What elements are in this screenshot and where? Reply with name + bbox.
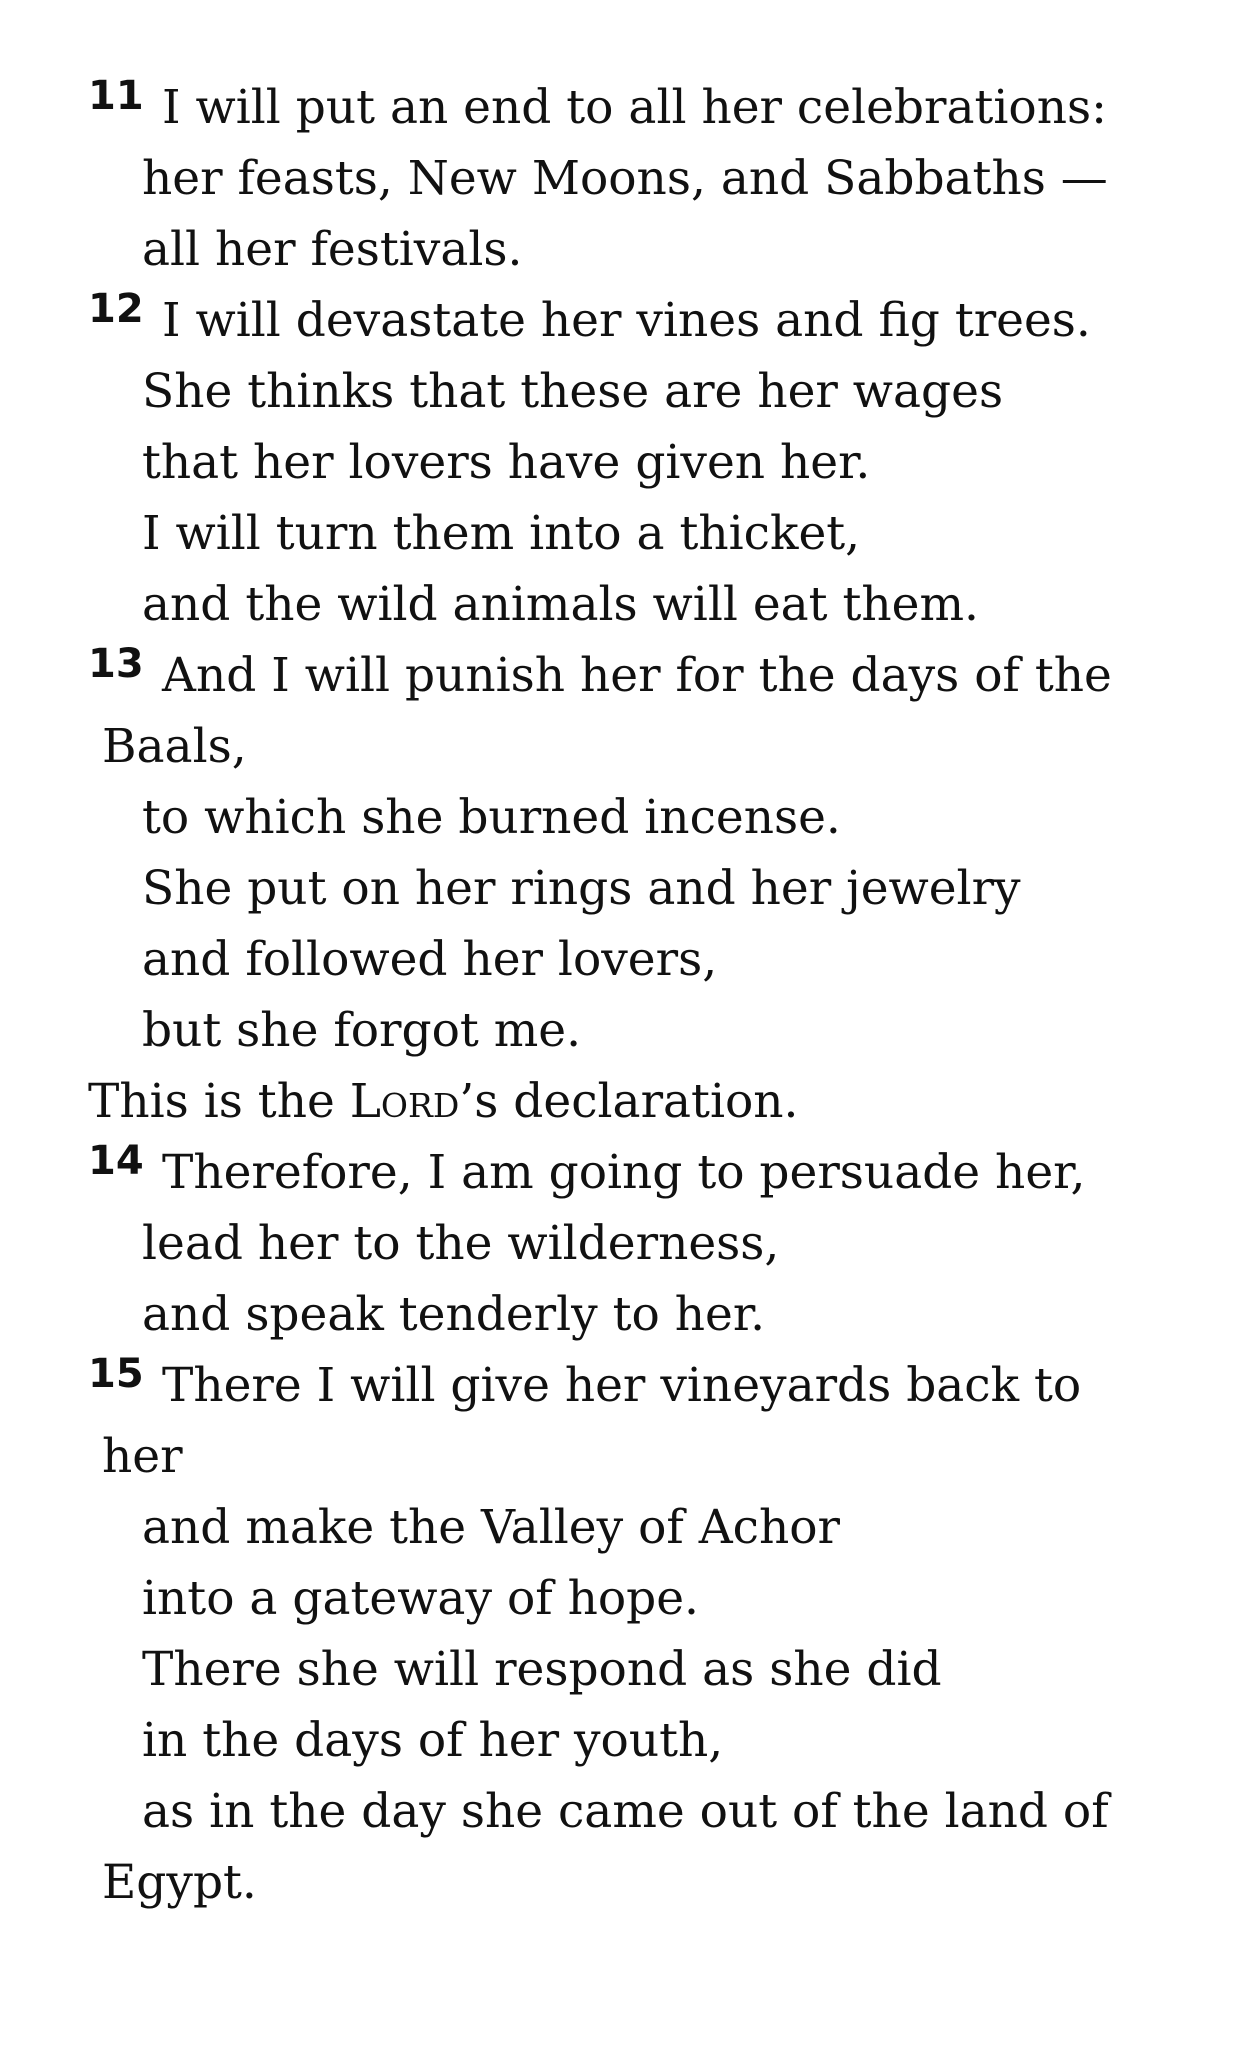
declaration-text: ’s declaration. xyxy=(459,1074,799,1129)
poetry-line: She put on her rings and her jewelry xyxy=(142,861,1021,916)
verse-first-line xyxy=(88,1350,1178,1421)
verse-text: I will devastate her vines and fig trees. xyxy=(162,293,1091,348)
poetry-line: I will turn them into a thicket, xyxy=(142,506,861,561)
verse-11 xyxy=(88,72,1178,285)
poetry-line: all her festivals. xyxy=(142,222,523,277)
lord-declaration xyxy=(88,1066,1178,1137)
poetry-line: to which she burned incense. xyxy=(142,790,841,845)
verse-text: There I will give her vineyards back to xyxy=(162,1358,1082,1413)
verse-first-line xyxy=(88,1137,1178,1208)
wrapped-line: Baals, xyxy=(102,719,247,774)
wrapped-line: Egypt. xyxy=(102,1855,257,1910)
poetry-line: in the days of her youth, xyxy=(142,1713,724,1768)
verse-13 xyxy=(88,640,1178,1137)
verse-number: 12 xyxy=(88,286,144,332)
poetry-line: that her lovers have given her. xyxy=(142,435,871,490)
declaration-text: This is the xyxy=(88,1074,350,1129)
poetry-line: She thinks that these are her wages xyxy=(142,364,1004,419)
divine-name: Lord xyxy=(349,1074,460,1129)
verse-text: Therefore, I am going to persuade her, xyxy=(162,1145,1086,1200)
verse-number: 14 xyxy=(88,1138,144,1184)
verse-text: And I will punish her for the days of the xyxy=(162,648,1112,703)
poetry-line: There she will respond as she did xyxy=(142,1642,942,1697)
verse-number: 13 xyxy=(88,641,144,687)
poetry-line: as in the day she came out of the land of xyxy=(142,1784,1109,1839)
verse-12 xyxy=(88,285,1178,640)
verse-first-line xyxy=(88,285,1178,356)
poetry-line: and the wild animals will eat them. xyxy=(142,577,979,632)
poetry-line: and make the Valley of Achor xyxy=(142,1500,841,1555)
verse-first-line xyxy=(88,640,1178,711)
verse-first-line xyxy=(88,72,1178,143)
verse-number: 15 xyxy=(88,1351,144,1397)
poetry-line: into a gateway of hope. xyxy=(142,1571,699,1626)
poetry-line: her feasts, New Moons, and Sabbaths — xyxy=(142,151,1108,206)
poetry-line: lead her to the wilderness, xyxy=(142,1216,780,1271)
wrapped-line: her xyxy=(102,1429,183,1484)
poetry-line: but she forgot me. xyxy=(142,1003,582,1058)
scripture-passage xyxy=(88,72,1178,1918)
poetry-line: and followed her lovers, xyxy=(142,932,718,987)
verse-14 xyxy=(88,1137,1178,1350)
verse-15 xyxy=(88,1350,1178,1918)
poetry-line: and speak tenderly to her. xyxy=(142,1287,766,1342)
verse-text: I will put an end to all her celebrations: xyxy=(162,80,1107,135)
verse-number: 11 xyxy=(88,73,144,119)
